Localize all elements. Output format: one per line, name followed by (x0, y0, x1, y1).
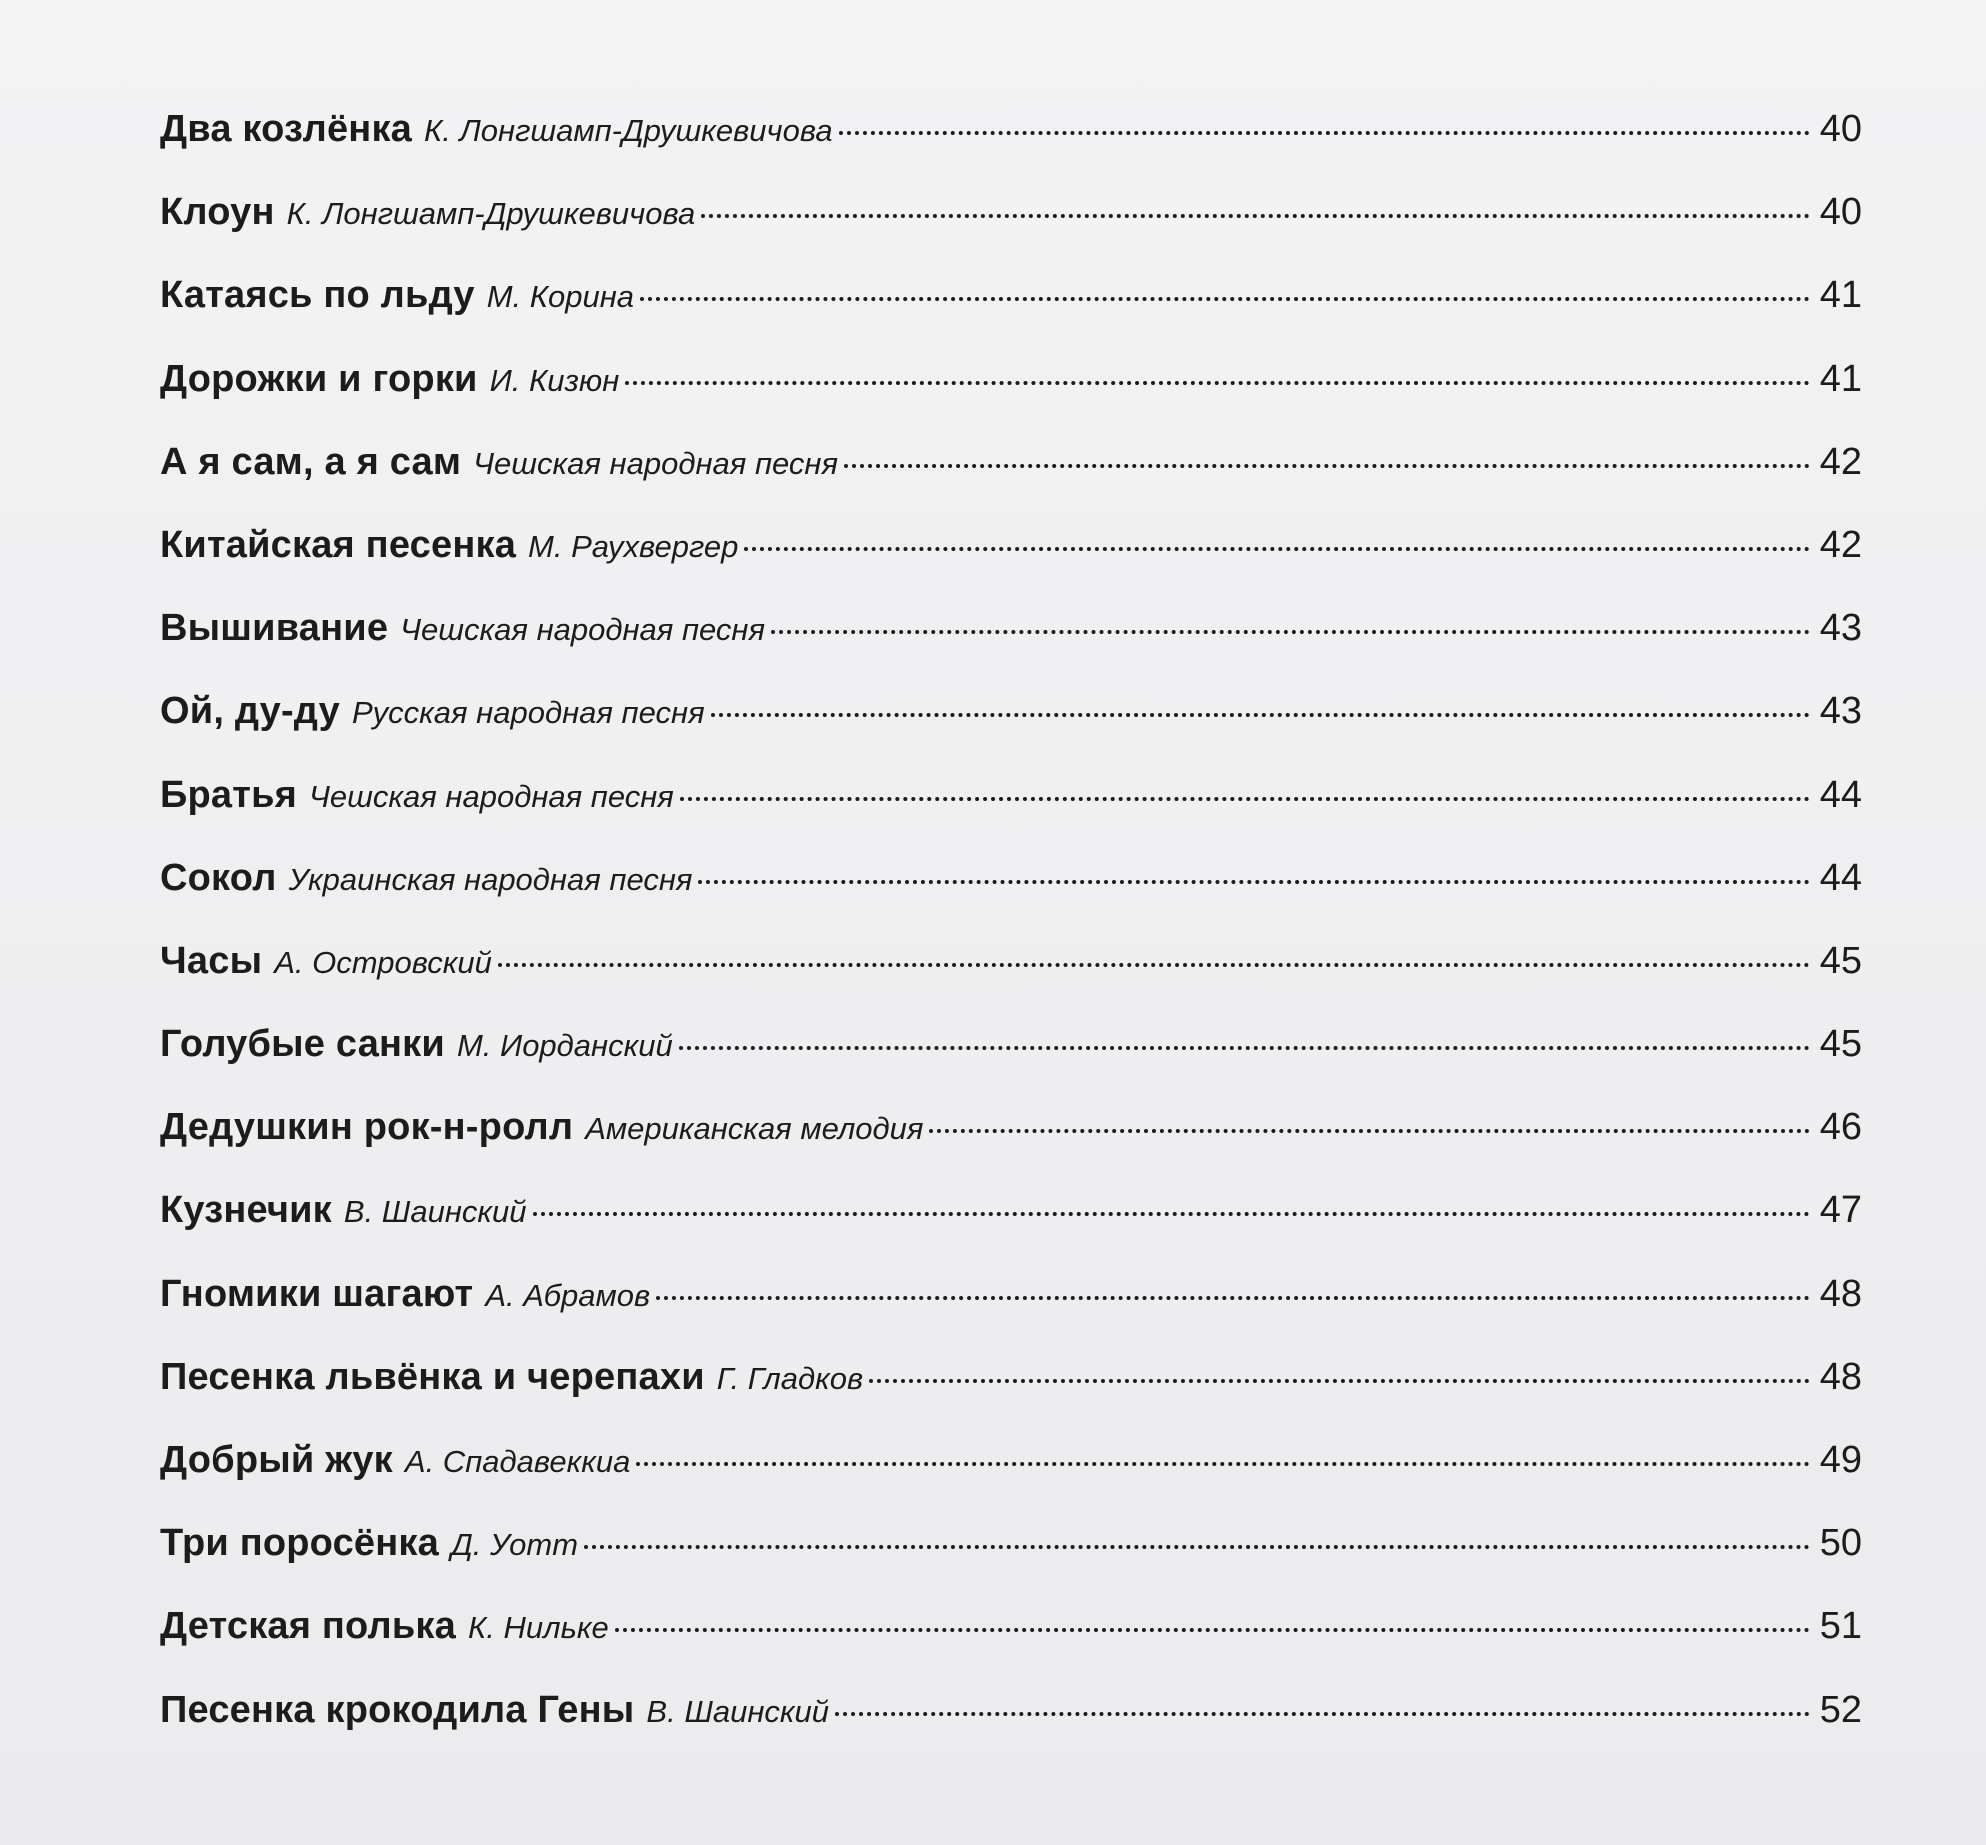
toc-entry-page-number: 42 (1819, 440, 1862, 483)
dot-leader (615, 1628, 1810, 1632)
toc-entry-page-number: 52 (1819, 1688, 1862, 1731)
toc-entry-author: М. Иорданский (456, 1028, 673, 1064)
dot-leader (835, 1712, 1810, 1716)
dot-leader (625, 381, 1810, 385)
toc-entry (160, 191, 1862, 274)
toc-entry-author: Чешская народная песня (473, 445, 839, 481)
toc-entry-author: В. Шаинский (343, 1194, 527, 1230)
dot-leader (584, 1545, 1810, 1549)
toc-entry-title: Катаясь по льду (160, 274, 475, 317)
dot-leader (680, 797, 1810, 801)
dot-leader (929, 1129, 1810, 1133)
dot-leader (640, 297, 1810, 301)
toc-entry-title: Дорожки и горки (160, 357, 478, 400)
toc-entry-page-number: 41 (1819, 357, 1862, 400)
toc-entry-page-number: 42 (1819, 523, 1862, 566)
toc-entry-author: А. Островский (274, 944, 492, 980)
toc-entry-page-number: 45 (1819, 1023, 1862, 1066)
toc-entry-author: Чешская народная песня (400, 612, 766, 648)
toc-entry-page-number: 48 (1819, 1355, 1862, 1398)
toc-entry-page-number: 44 (1819, 773, 1862, 816)
toc-entry-page-number: 43 (1819, 690, 1862, 733)
toc-entry-title: Два козлёнка (160, 108, 413, 150)
toc-entry-page-number: 49 (1819, 1439, 1862, 1481)
toc-entry-title: Братья (160, 773, 298, 816)
toc-entry (160, 1106, 1862, 1189)
toc-entry-page-number: 40 (1819, 191, 1862, 234)
toc-entry-author: А. Абрамов (485, 1277, 651, 1313)
dot-leader (744, 547, 1810, 551)
toc-entry (160, 441, 1862, 524)
toc-entry (160, 1023, 1862, 1106)
toc-entry-page-number: 45 (1819, 939, 1862, 982)
dot-leader (771, 630, 1810, 634)
toc-entry (160, 1356, 1862, 1439)
toc-entry-page-number: 41 (1819, 274, 1862, 317)
toc-entry (160, 524, 1862, 607)
toc-entry-page-number: 40 (1819, 108, 1862, 150)
toc-entry-title: Гномики шагают (160, 1272, 474, 1315)
toc-entry-title: А я сам, а я сам (160, 440, 462, 483)
toc-entry (160, 857, 1862, 940)
toc-entry (160, 108, 1862, 191)
dot-leader (869, 1379, 1810, 1383)
toc-entry-title: Песенка львёнка и черепахи (160, 1355, 705, 1398)
dot-leader (636, 1462, 1810, 1466)
toc-entry-author: К. Лонгшамп-Друшкевичова (424, 113, 833, 148)
toc-entry-title: Вышивание (160, 607, 389, 650)
dot-leader (839, 131, 1810, 135)
dot-leader (701, 214, 1810, 218)
toc-entry-page-number: 50 (1819, 1522, 1862, 1565)
toc-entry-page-number: 47 (1819, 1189, 1862, 1232)
toc-entry-author: Г. Гладков (716, 1360, 864, 1396)
toc-entry-author: Украинская народная песня (288, 861, 693, 897)
toc-entry (160, 1273, 1862, 1356)
toc-entry-author: Чешская народная песня (309, 778, 674, 814)
toc-entry-title: Добрый жук (160, 1439, 393, 1481)
dot-leader (711, 713, 1810, 717)
dot-leader (533, 1212, 1810, 1216)
toc-entry (160, 1439, 1862, 1522)
toc-entry-title: Кузнечик (160, 1189, 332, 1232)
toc-entry-author: А. Спадавеккиа (404, 1444, 631, 1479)
toc-entry-title: Три поросёнка (160, 1522, 439, 1565)
toc-entry-author: К. Лонгшамп-Друшкевичова (286, 196, 696, 232)
toc-entry-title: Ой, ду-ду (160, 690, 340, 733)
toc-entry-page-number: 46 (1819, 1106, 1862, 1149)
dot-leader (698, 880, 1810, 884)
dot-leader (498, 963, 1810, 967)
toc-entry (160, 274, 1862, 357)
toc-entry-page-number: 43 (1819, 607, 1862, 650)
toc-entry (160, 1605, 1862, 1688)
toc-entry-page-number: 51 (1819, 1605, 1862, 1648)
toc-entry (160, 774, 1862, 857)
toc-entry-page-number: 48 (1819, 1272, 1862, 1315)
toc-entry-title: Песенка крокодила Гены (160, 1688, 635, 1731)
toc-entry (160, 690, 1862, 773)
toc-entry (160, 1689, 1862, 1772)
toc-entry (160, 1189, 1862, 1272)
toc-entry-title: Китайская песенка (160, 523, 517, 566)
table-of-contents (160, 108, 1862, 1772)
toc-entry-author: К. Нильке (467, 1610, 609, 1646)
dot-leader (844, 464, 1810, 468)
toc-entry (160, 607, 1862, 690)
toc-entry-author: Д. Уотт (450, 1527, 579, 1563)
toc-entry-author: Русская народная песня (351, 695, 705, 731)
toc-entry-author: В. Шаинский (646, 1693, 830, 1729)
toc-entry-title: Детская полька (160, 1605, 456, 1648)
toc-entry-title: Часы (160, 939, 263, 982)
toc-entry-author: М. Корина (486, 279, 635, 315)
toc-entry-title: Голубые санки (160, 1023, 445, 1066)
toc-entry-title: Дедушкин рок-н-ролл (160, 1106, 574, 1149)
toc-entry-page-number: 44 (1819, 856, 1862, 899)
toc-entry-author: Американская мелодия (585, 1111, 924, 1147)
toc-entry-author: И. Кизюн (489, 362, 620, 398)
toc-entry (160, 1522, 1862, 1605)
toc-entry-author: М. Раухвергер (528, 528, 739, 564)
toc-entry-title: Сокол (160, 856, 277, 899)
toc-entry (160, 358, 1862, 441)
dot-leader (656, 1296, 1810, 1300)
dot-leader (679, 1046, 1810, 1050)
toc-entry (160, 940, 1862, 1023)
toc-entry-title: Клоун (160, 191, 275, 234)
